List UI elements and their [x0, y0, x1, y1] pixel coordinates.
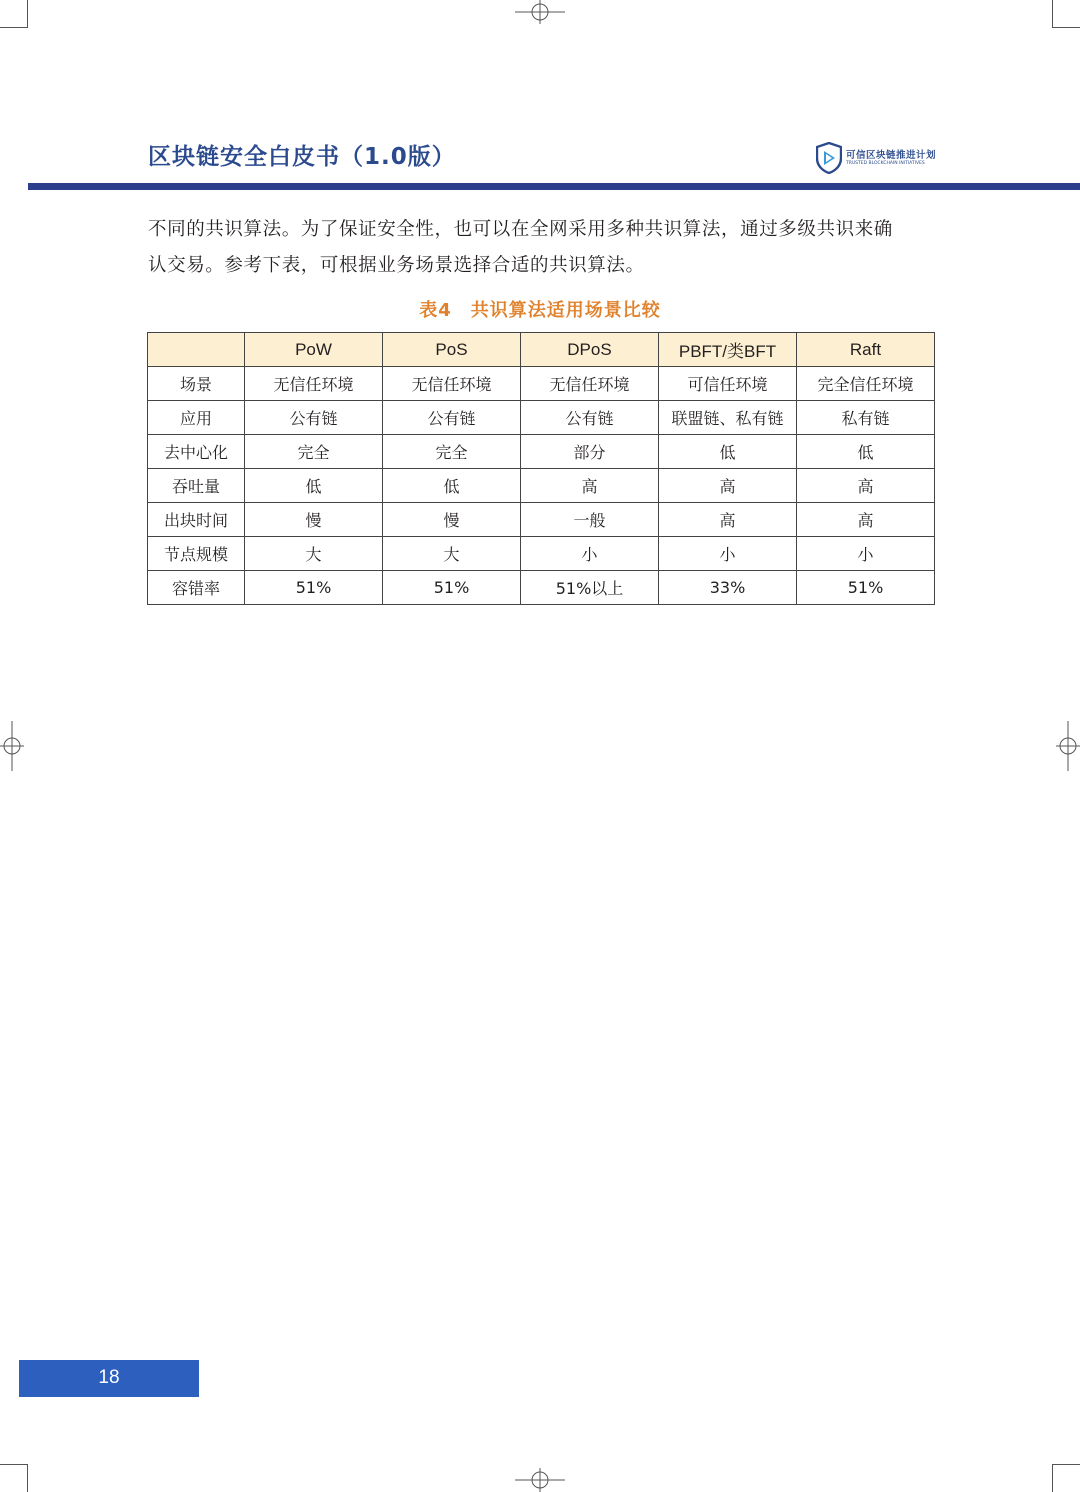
- table-cell: 高: [659, 503, 797, 537]
- table-cell: 小: [521, 537, 659, 571]
- table-cell: 完全信任环境: [797, 367, 935, 401]
- table-cell: 51%: [383, 571, 521, 605]
- table-cell: 低: [797, 435, 935, 469]
- crop-mark: [27, 1464, 28, 1492]
- table-cell: 公有链: [521, 401, 659, 435]
- table-cell: 无信任环境: [245, 367, 383, 401]
- crop-mark: [27, 0, 28, 28]
- page-number-tab: [19, 1360, 199, 1397]
- table-cell: 大: [245, 537, 383, 571]
- table-caption: 表4 共识算法适用场景比较: [419, 300, 661, 321]
- table-cell: 51%: [245, 571, 383, 605]
- table-cell: 完全: [245, 435, 383, 469]
- table-cell: 51%以上: [521, 571, 659, 605]
- row-header: 出块时间: [148, 503, 245, 537]
- table-cell: 慢: [383, 503, 521, 537]
- table-cell: 33%: [659, 571, 797, 605]
- crop-mark: [0, 1464, 28, 1465]
- logo-subtext: TRUSTED BLOCKCHAIN INITIATIVES: [846, 161, 925, 166]
- row-header: 节点规模: [148, 537, 245, 571]
- table-cell: 完全: [383, 435, 521, 469]
- table-cell: 低: [659, 435, 797, 469]
- crop-mark: [0, 27, 28, 28]
- table-cell: 无信任环境: [521, 367, 659, 401]
- table-cell: 高: [521, 469, 659, 503]
- header-rule: [28, 183, 1080, 190]
- table-cell: 小: [659, 537, 797, 571]
- row-header: 容错率: [148, 571, 245, 605]
- body-paragraph: [148, 212, 938, 284]
- column-header: PBFT/类BFT: [659, 333, 797, 367]
- registration-mark-icon: [515, 1468, 565, 1492]
- page-number: 18: [98, 1367, 120, 1388]
- table-row: [148, 401, 935, 435]
- table-cell: 公有链: [245, 401, 383, 435]
- table-cell: 一般: [521, 503, 659, 537]
- table-row: [148, 469, 935, 503]
- table-cell: 联盟链、私有链: [659, 401, 797, 435]
- shield-logo-icon: [816, 142, 842, 174]
- row-header: 去中心化: [148, 435, 245, 469]
- table-cell: 低: [245, 469, 383, 503]
- table-row: [148, 571, 935, 605]
- logo: [816, 141, 936, 175]
- table-cell: 51%: [797, 571, 935, 605]
- crop-mark: [1052, 1464, 1053, 1492]
- column-header: PoW: [245, 333, 383, 367]
- registration-mark-icon: [515, 0, 565, 24]
- table-header-row: [148, 333, 935, 367]
- table-cell: 高: [659, 469, 797, 503]
- table-cell: 高: [797, 469, 935, 503]
- crop-mark: [1052, 0, 1053, 28]
- logo-text: 可信区块链推进计划: [846, 150, 937, 161]
- table-cell: 小: [797, 537, 935, 571]
- row-header: 吞吐量: [148, 469, 245, 503]
- crop-mark: [1052, 1464, 1080, 1465]
- paragraph-line: 认交易。参考下表，可根据业务场景选择合适的共识算法。: [148, 255, 645, 276]
- registration-mark-icon: [0, 721, 24, 771]
- row-header: 场景: [148, 367, 245, 401]
- consensus-comparison-table: [147, 332, 935, 605]
- table-cell: 慢: [245, 503, 383, 537]
- paragraph-line: 不同的共识算法。为了保证安全性，也可以在全网采用多种共识算法，通过多级共识来确: [148, 219, 893, 240]
- column-header: DPoS: [521, 333, 659, 367]
- table-cell: 无信任环境: [383, 367, 521, 401]
- table-cell: 部分: [521, 435, 659, 469]
- table-row: [148, 537, 935, 571]
- table-cell: 公有链: [383, 401, 521, 435]
- table-row: [148, 367, 935, 401]
- table-cell: 高: [797, 503, 935, 537]
- column-header: [148, 333, 245, 367]
- table-row: [148, 435, 935, 469]
- table-cell: 大: [383, 537, 521, 571]
- row-header: 应用: [148, 401, 245, 435]
- crop-mark: [1052, 27, 1080, 28]
- table-cell: 私有链: [797, 401, 935, 435]
- table-cell: 可信任环境: [659, 367, 797, 401]
- table-cell: 低: [383, 469, 521, 503]
- column-header: PoS: [383, 333, 521, 367]
- column-header: Raft: [797, 333, 935, 367]
- document-title: 区块链安全白皮书（1.0版）: [148, 144, 456, 170]
- table-row: [148, 503, 935, 537]
- registration-mark-icon: [1056, 721, 1080, 771]
